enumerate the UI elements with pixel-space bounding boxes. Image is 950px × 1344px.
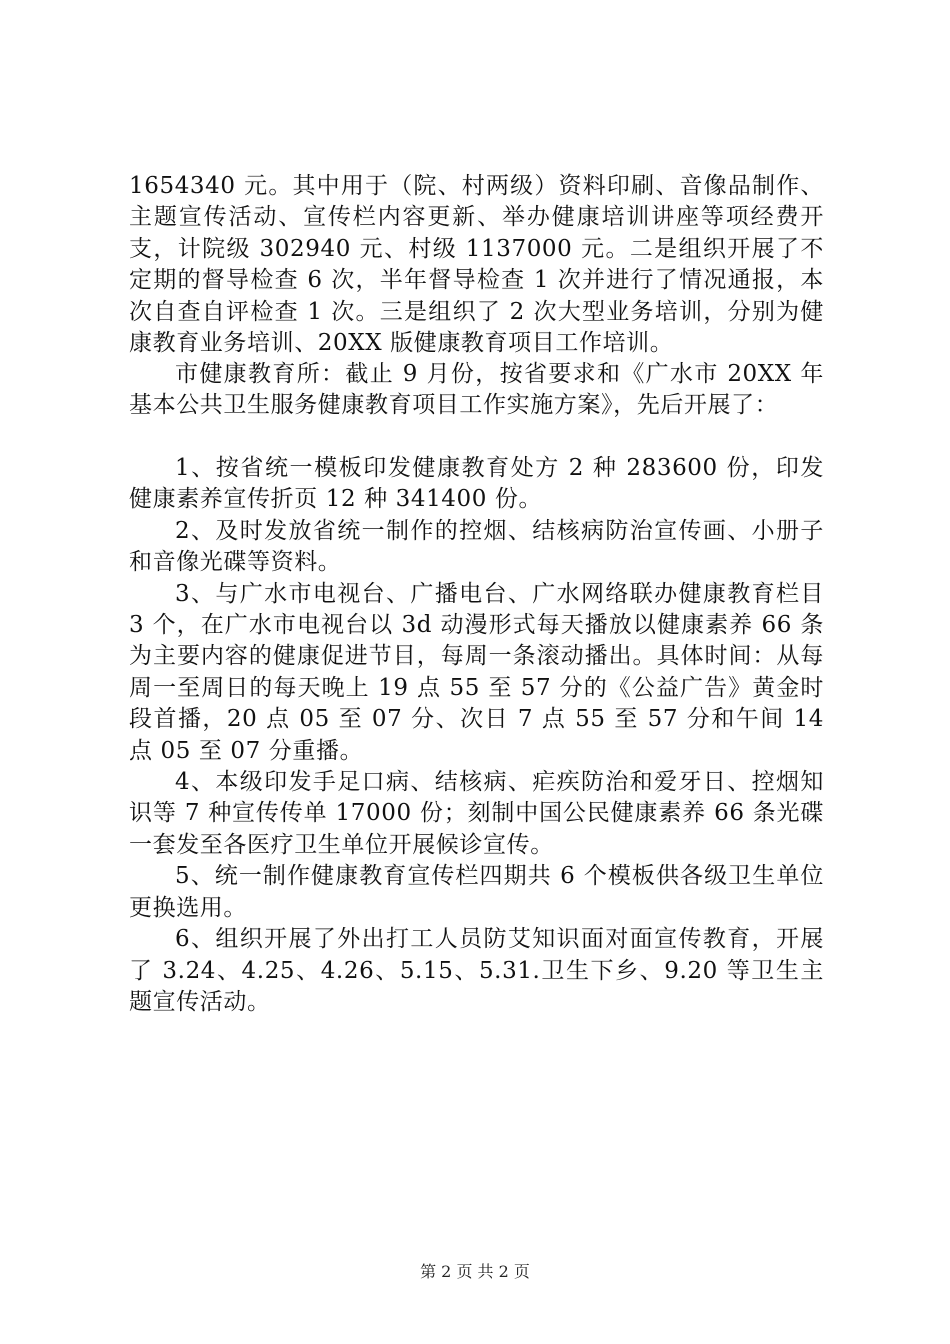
paragraph-text: 1654340 元。其中用于（院、村两级）资料印刷、音像品制作、主题宣传活动、宣传栏内容更新、举办健康培训讲座等项经费开支，计院级 302940 元、村级 1137000 元。二是组织开展了不定期的督导检查 6 次，半年督导检查 1 次并进行了情况通报，本次自查自评检查 1 次。三是组织了 2 次大型业务培训，分别为健康教育业务培训、20XX 版健康教育项目工作培训。 [129,173,824,357]
page-footer [0,1262,950,1282]
list-item: 4、本级印发手足口病、结核病、疟疾防治和爱牙日、控烟知识等 7 种宣传传单 17000 份；刻制中国公民健康素养 66 条光碟一套发至各医疗卫生单位开展候诊宣传。 [129,769,824,858]
list-item: 5、统一制作健康教育宣传栏四期共 6 个模板供各级卫生单位更换选用。 [129,863,824,921]
page-number: 第 2 页 共 2 页 [420,1262,530,1281]
list-item: 1、按省统一模板印发健康教育处方 2 种 283600 份，印发健康素养宣传折页 12 种 341400 份。 [129,455,824,513]
list-item: 6、组织开展了外出打工人员防艾知识面对面宣传教育，开展了 3.24、4.25、4.26、5.15、5.31.卫生下乡、9.20 等卫生主题宣传活动。 [129,926,824,1015]
activity-list [129,453,824,1018]
list-item: 2、及时发放省统一制作的控烟、结核病防治宣传画、小册子和音像光碟等资料。 [129,517,824,576]
body-paragraph-funding [129,171,824,359]
body-paragraph-intro [129,359,824,422]
list-item: 3、与广水市电视台、广播电台、广水网络联办健康教育栏目 3 个，在广水市电视台以 3d 动漫形式每天播放以健康素养 66 条为主要内容的健康促进节目，每周一条滚动播出。具体时间：从每周一至周日的每天晚上 19 点 55 至 57 分的《公益广告》黄金时段首播，20 点 05 至 07 分、次日 7 点 55 至 57 分和午间 14 点 05 至 07 分重播。 [129,580,824,764]
paragraph-text: 市健康教育所：截止 9 月份，按省要求和《广水市 20XX 年基本公共卫生服务健康教育项目工作实施方案》，先后开展了： [129,361,824,419]
